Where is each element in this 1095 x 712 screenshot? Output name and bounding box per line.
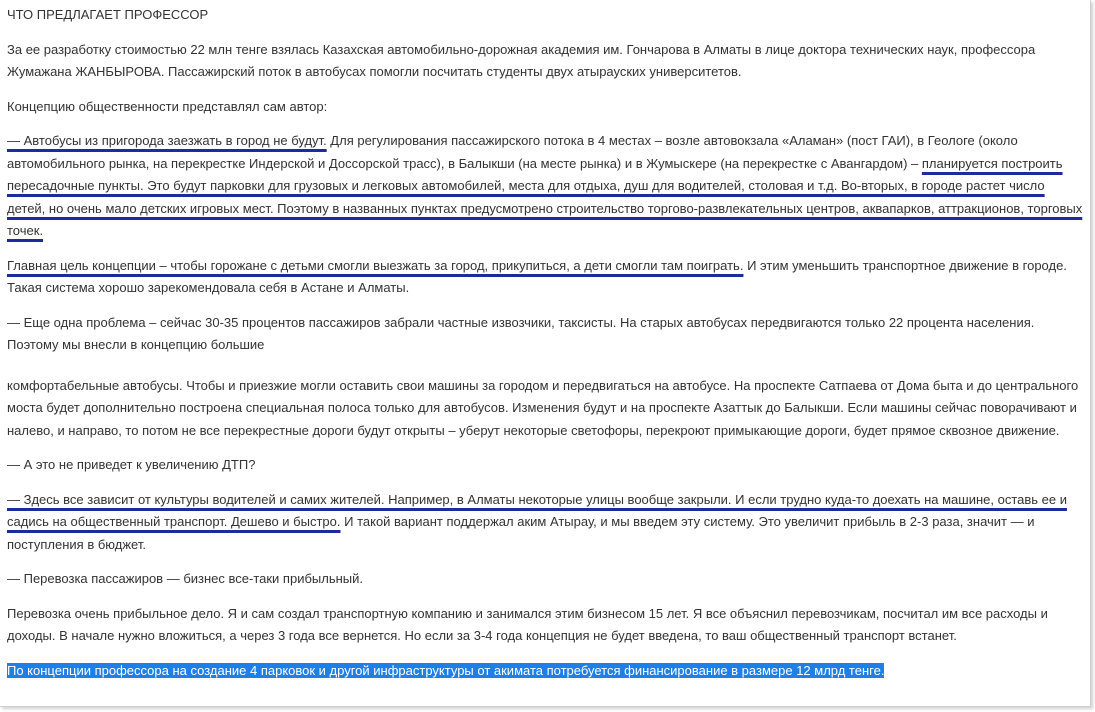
- selected-text[interactable]: По концепции профессора на создание 4 парковок и другой инфраструктуры от акимата потребуется финансирование в размере 12 млрд тенге.: [7, 662, 885, 678]
- paragraph-hubs: [7, 130, 1085, 243]
- paragraph-intro: За ее разработку стоимостью 22 млн тенге взялась Казахская автомобильно-дорожная академия им. Гончарова в Алматы в лице доктора технических наук, профессора Жумажана ЖАНБЫРОВА. Пассажирский поток в автобусах помогли посчитать студенты двух атырауских университетов.: [7, 41, 1036, 79]
- paragraph-profit: Перевозка очень прибыльное дело. Я и сам создал транспортную компанию и занимался этим бизнесом 15 лет. Я все объяснил перевозчикам, посчитал им все расходы и доходы. В начале нужно вложиться, а через 3 года все вернется. Но если за 3-4 года концепция не будет введена, то ваш общественный транспорт встанет.: [7, 605, 1048, 643]
- paragraph-buses: комфортабельные автобусы. Чтобы и приезжие могли оставить свои машины за городом и передвигаться на автобусе. На проспекте Сатпаева от Дома быта и до центрального моста будет дополнительно построена специальная полоса только для автобусов. Изменения будут и на проспекте Азаттык до Балыкши. Если машины сейчас поворачивают и налево, и направо, то потом не все перекрестные дороги будут открыты – уберут некоторые светофоры, перекроют примыкающие дороги, будет прямое сквозное движение.: [7, 377, 1079, 438]
- paragraph-text: И такой вариант поддержал аким Атырау, и мы введем эту систему. Это увеличит прибыль в 2-3 раза, значит — и поступления в бюджет.: [7, 514, 1035, 552]
- paragraph-problem: — Еще одна проблема – сейчас 30-35 процентов пассажиров забрали частные извозчики, таксисты. На старых автобусах передвигаются только 22 процента населения. Поэтому мы внесли в концепцию большие: [7, 314, 1035, 352]
- paragraph-business: — Перевозка пассажиров — бизнес все-таки прибыльный.: [7, 571, 363, 586]
- paragraph-author: Концепцию общественности представлял сам автор:: [7, 98, 328, 114]
- underlined-text: — Автобусы из пригорода заезжать в город не будут.: [7, 133, 327, 148]
- paragraph-text: И этим уменьшить транспортное движение в городе. Такая система хорошо зарекомендовала себя в Астане и Алматы.: [7, 257, 1067, 295]
- paragraph-funding[interactable]: [7, 660, 1085, 683]
- paragraph-culture: [7, 489, 1085, 557]
- paragraph-text: Для регулирования пассажирского потока в 4 местах – возле автовокзала «Аламан» (пост ГАИ), в Геологе (около автомобильного рынка, на перекрестке Индерской и Доссорской трасс), в Балыкши (на месте рынка) и в Жумыскере (на перекрестке с Авангардом) –: [7, 133, 1018, 171]
- paragraph-question: — А это не приведет к увеличению ДТП?: [7, 457, 256, 472]
- article-body: [7, 4, 1085, 682]
- underlined-text: — Здесь все зависит от культуры водителей и самих жителей. Например, в Алматы некоторые улицы вообще закрыли. И если трудно куда-то доехать на машине, оставь ее и садись на общественный транспорт. Дешево и быстро.: [7, 491, 1067, 529]
- underlined-text: планируется построить пересадочные пункты. Это будут парковки для грузовых и легковых автомобилей, места для отдыха, душ для водителей, столовая и т.д. Во-вторых, в городе растет число детей, но очень мало детских игровых мест. Поэтому в названных пунктах предусмотрено строительство торгово-развлекательных центров, аквапарков, аттракционов, торговых точек.: [7, 155, 1083, 238]
- paragraph-goal: [7, 255, 1085, 300]
- section-heading: ЧТО ПРЕДЛАГАЕТ ПРОФЕССОР: [7, 7, 209, 22]
- underlined-text: Главная цель концепции – чтобы горожане с детьми смогли выезжать за город, прикупиться, а дети смогли там поиграть.: [7, 257, 744, 273]
